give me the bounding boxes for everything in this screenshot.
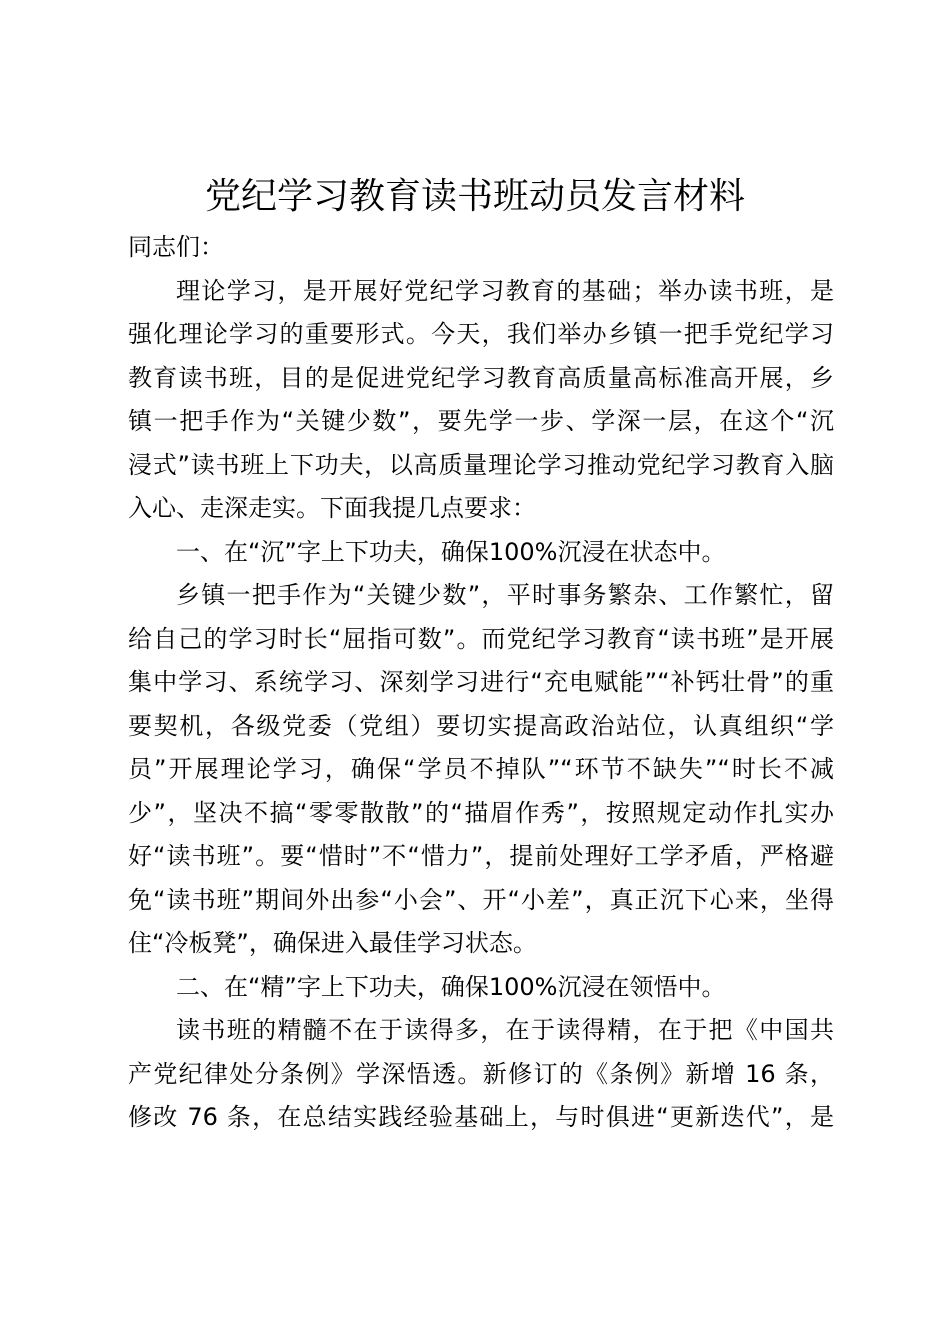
text-line: 读书班的精髓不在于读得多，在于读得精，在于把《中国共 — [176, 1016, 834, 1044]
text-line: 员”开展理论学习，确保“学员不掉队”“环节不缺失”“时长不减 — [128, 755, 834, 783]
text-line: 浸式”读书班上下功夫，以高质量理论学习推动党纪学习教育入脑 — [128, 450, 834, 479]
text-line: 住“冷板凳”，确保进入最佳学习状态。 — [128, 929, 537, 957]
text-line: 强化理论学习的重要形式。今天，我们举办乡镇一把手党纪学习 — [128, 320, 834, 348]
text-line: 免“读书班”期间外出参“小会”、开“小差”，真正沉下心来，坐得 — [128, 885, 834, 914]
document-body — [128, 227, 834, 1141]
text-line: 镇一把手作为“关键少数”，要先学一步、学深一层，在这个“沉 — [128, 407, 834, 435]
text-line: 乡镇一把手作为“关键少数”，平时事务繁杂、工作繁忙，留 — [176, 581, 834, 609]
text-line: 要契机，各级党委（党组）要切实提高政治站位，认真组织“学 — [128, 711, 834, 740]
text-line: 入心、走深走实。下面我提几点要求： — [128, 494, 536, 522]
text-line: 二、在“精”字上下功夫，确保100%沉浸在领悟中。 — [176, 972, 726, 1001]
text-line: 修改 76 条，在总结实践经验基础上，与时俱进“更新迭代”，是 — [128, 1103, 834, 1131]
text-line: 少”，坚决不搞“零零散散”的“描眉作秀”，按照规定动作扎实办 — [128, 798, 834, 827]
text-line: 好“读书班”。要“惜时”不“惜力”，提前处理好工学矛盾，严格避 — [128, 842, 834, 870]
salutation: 同志们： — [128, 233, 224, 261]
document-title: 党纪学习教育读书班动员发言材料 — [204, 176, 745, 217]
text-line: 给自己的学习时长“屈指可数”。而党纪学习教育“读书班”是开展 — [128, 624, 834, 653]
text-line: 一、在“沉”字上下功夫，确保100%沉浸在状态中。 — [176, 537, 726, 566]
text-line: 产党纪律处分条例》学深悟透。新修订的《条例》新增 16 条， — [128, 1059, 834, 1088]
body-text — [128, 271, 834, 1138]
text-line: 理论学习，是开展好党纪学习教育的基础；举办读书班，是 — [176, 276, 834, 305]
text-line: 集中学习、系统学习、深刻学习进行“充电赋能”“补钙壮骨”的重 — [128, 668, 834, 696]
text-line: 教育读书班，目的是促进党纪学习教育高质量高标准高开展，乡 — [128, 363, 834, 392]
